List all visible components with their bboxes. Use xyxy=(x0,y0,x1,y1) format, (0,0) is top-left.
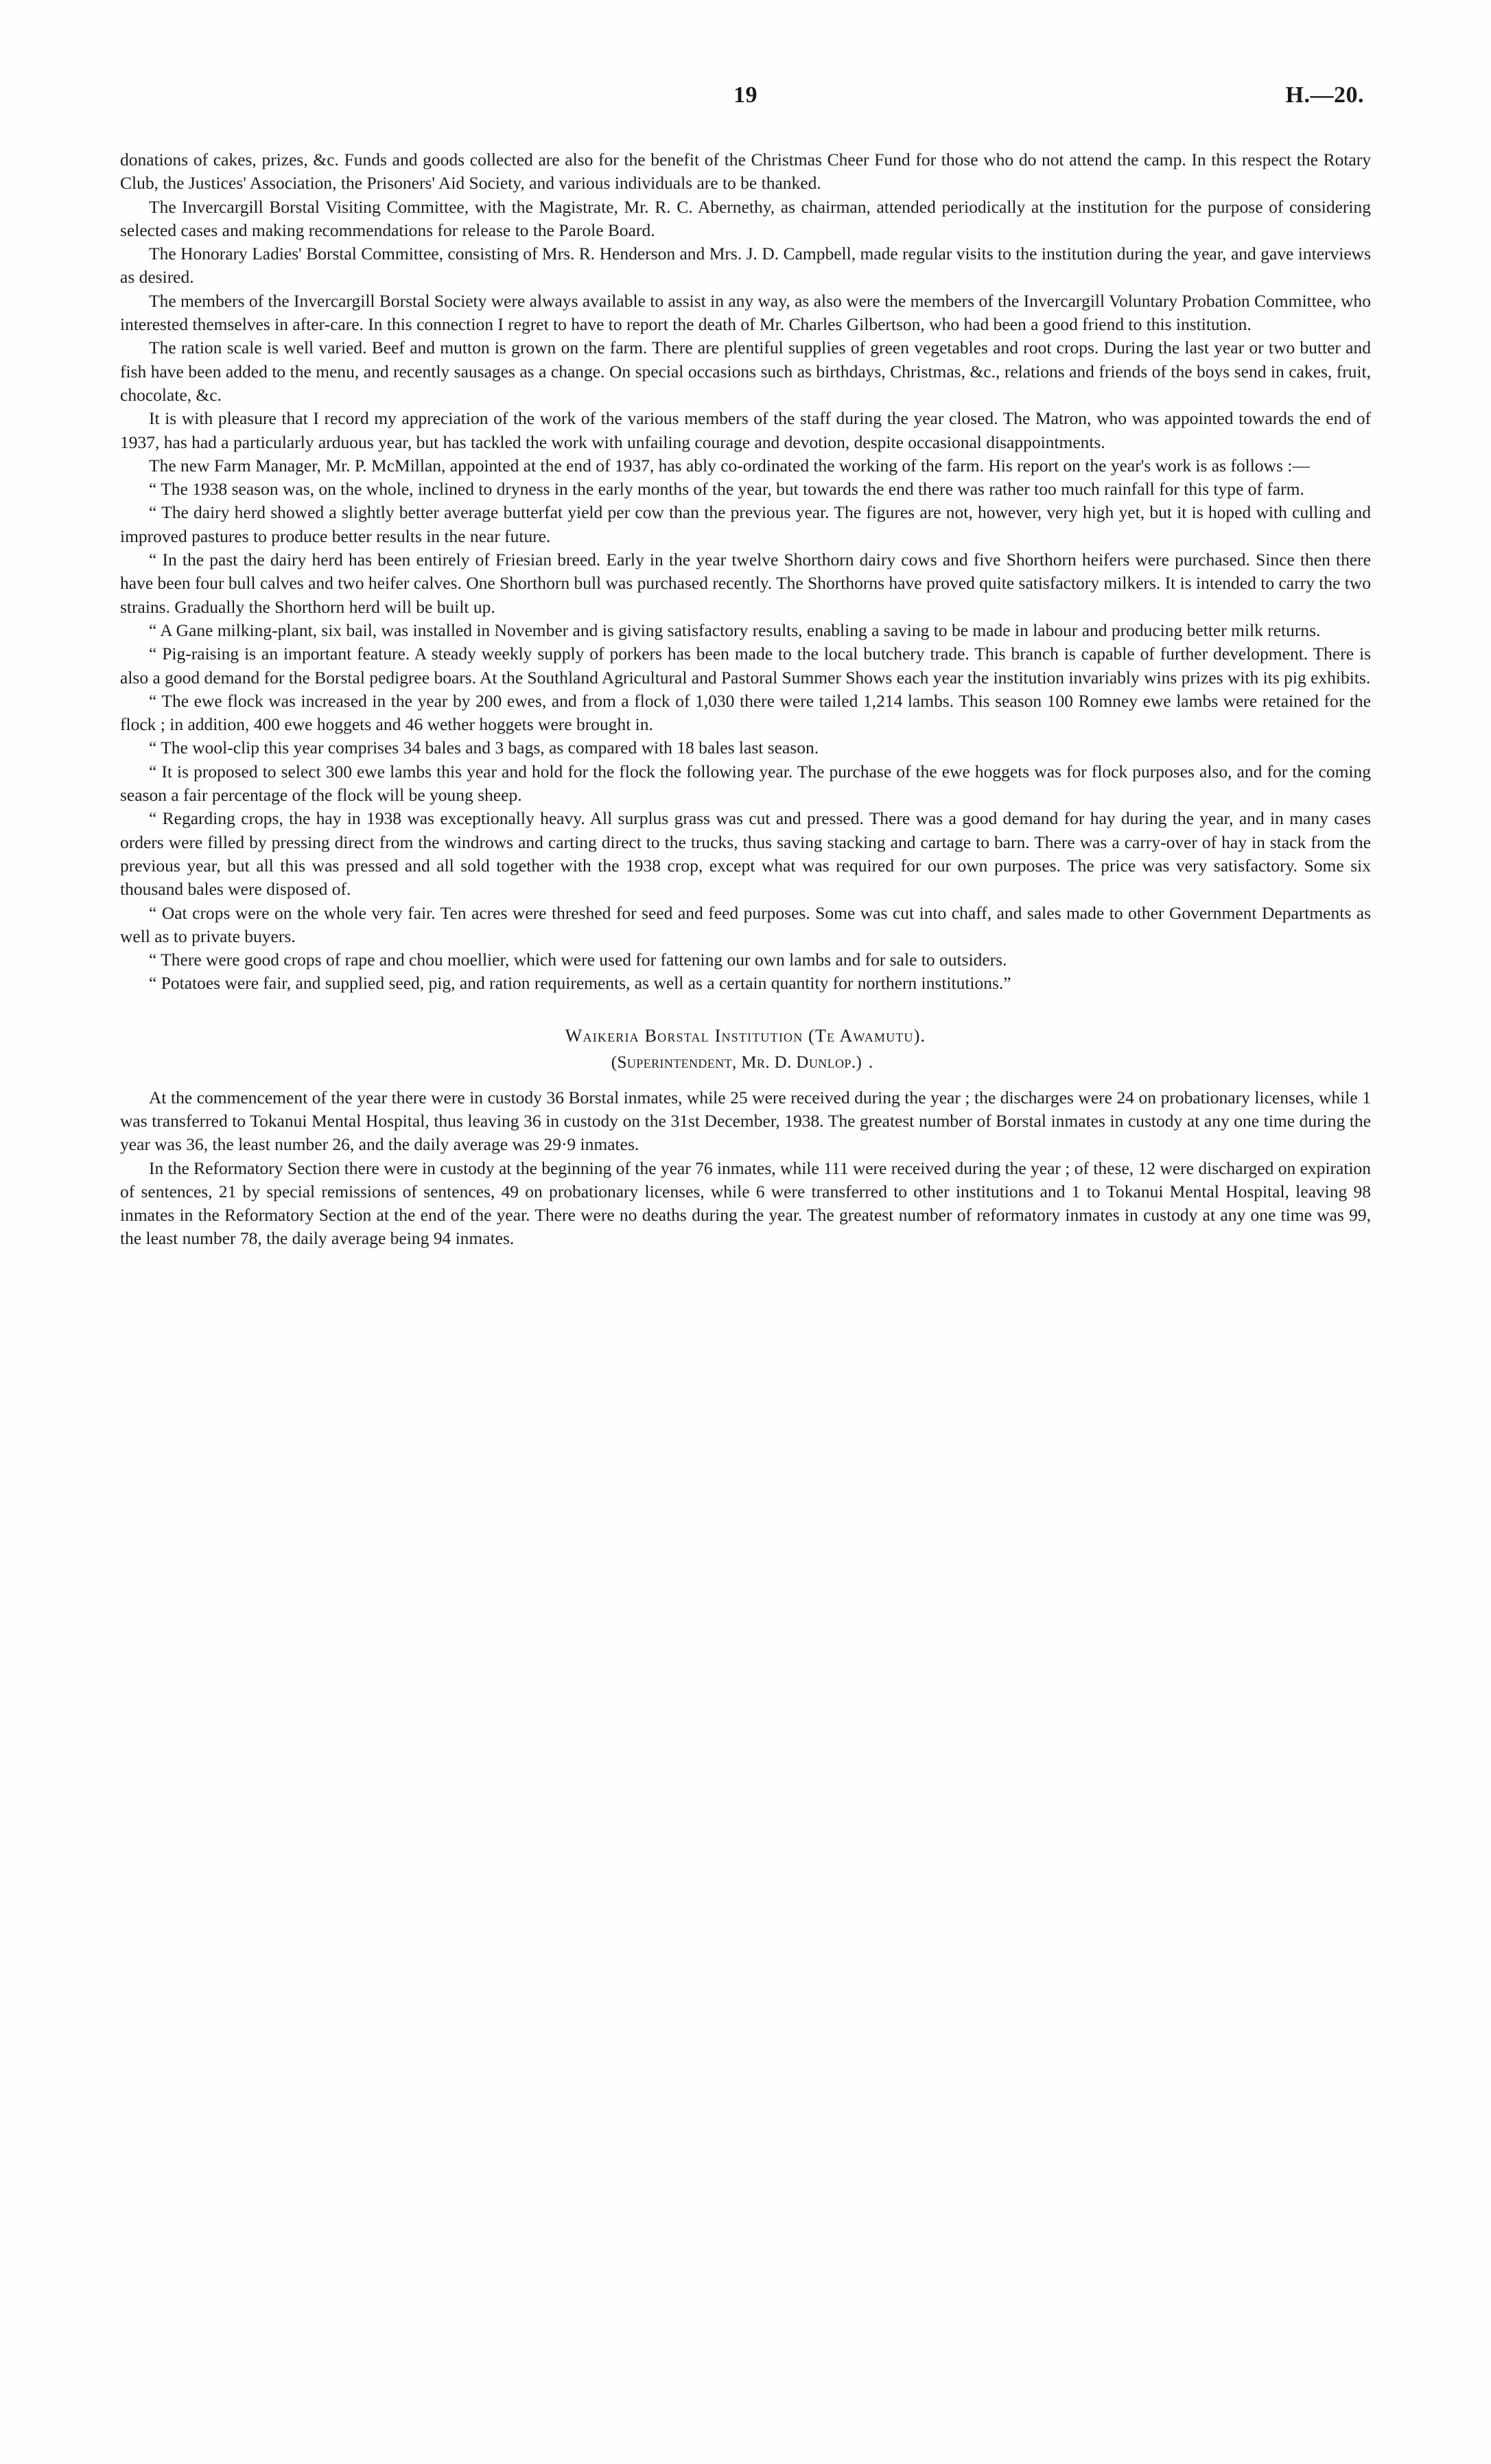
paragraph: “ The 1938 season was, on the whole, inclined to dryness in the early months of the year, but towards the end there was rather too much rainfall for this type of farm. xyxy=(149,479,1304,500)
paragraph: “ Oat crops were on the whole very fair. Ten acres were threshed for seed and feed purposes. Some was cut into chaff, and sales made to other Government Departments as well as to private buyers. xyxy=(120,902,1371,946)
trailing-dot: . xyxy=(868,1053,873,1072)
paragraph: In the Reformatory Section there were in custody at the beginning of the year 76 inmates, while 111 were received during the year ; of these, 12 were discharged on expiration of sentences, 21 by special remissions of sentences, 49 on probationary licenses, while 6 were transferred to other institutions and 1 to Tokanui Mental Hospital, leaving 98 inmates in the Reformatory Section at the end of the year. There were no deaths during the year. The greatest number of reformatory inmates in custody at any one time was 99, the least number 78, the daily average being 94 inmates. xyxy=(120,1158,1371,1249)
paragraph: “ Potatoes were fair, and supplied seed, pig, and ration requirements, as well as a certain quantity for northern institutions.” xyxy=(149,973,1011,994)
paragraph: “ The ewe flock was increased in the year by 200 ewes, and from a flock of 1,030 there were tailed 1,214 lambs. This season 100 Romney ewe lambs were retained for the flock ; in addition, 400 ewe hoggets and 46 wether hoggets were brought in. xyxy=(120,690,1371,735)
paragraph: donations of cakes, prizes, &c. Funds and goods collected are also for the benefit of the Christmas Cheer Fund for those who do not attend the camp. In this respect the Rotary Club, the Justices' Association, the Prisoners' Aid Society, and various individuals are to be thanked. xyxy=(120,150,1371,193)
section-body xyxy=(120,1086,1371,1251)
paragraph: The Invercargill Borstal Visiting Committee, with the Magistrate, Mr. R. C. Abernethy, as chairman, attended periodically at the institution for the purpose of considering selected cases and making recommendations for release to the Parole Board. xyxy=(120,196,1371,240)
paragraph: “ A Gane milking-plant, six bail, was installed in November and is giving satisfactory results, enabling a saving to be made in labour and producing better milk returns. xyxy=(149,620,1321,640)
main-body xyxy=(120,148,1371,996)
paragraph: “ There were good crops of rape and chou moellier, which were used for fattening our own lambs and for sale to outsiders. xyxy=(149,950,1007,970)
paragraph: “ Pig-raising is an important feature. A steady weekly supply of porkers has been made to the local butchery trade. This branch is capable of further development. There is also a good demand for the Borstal pedigree boars. At the Southland Agricultural and Pastoral Summer Shows each year the institution invariably wins prizes with its pig exhibits. xyxy=(120,644,1371,688)
paragraph: It is with pleasure that I record my appreciation of the work of the various members of the staff during the year closed. The Matron, who was appointed towards the end of 1937, has had a particularly arduous year, but has tackled the work with unfailing courage and devotion, despite occasional disappointments. xyxy=(120,408,1371,452)
paragraph: “ In the past the dairy herd has been entirely of Friesian breed. Early in the year twelve Shorthorn dairy cows and five Shorthorn heifers were purchased. Since then there have been four bull calves and two heifer calves. One Shorthorn bull was purchased recently. The Shorthorns have proved quite satisfactory milkers. It is intended to carry the two strains. Gradually the Shorthorn herd will be built up. xyxy=(120,550,1371,617)
page-header xyxy=(120,82,1371,130)
paragraph: The members of the Invercargill Borstal Society were always available to assist in any way, as also were the members of the Invercargill Voluntary Probation Committee, who interested themselves in after-care. In this connection I regret to have to report the death of Mr. Charles Gilbertson, who had been a good friend to this institution. xyxy=(120,290,1371,335)
page-number: 19 xyxy=(733,82,758,108)
paragraph: “ It is proposed to select 300 ewe lambs this year and hold for the flock the following year. The purchase of the ewe hoggets was for flock purposes also, and for the coming season a fair percentage of the flock will be young sheep. xyxy=(120,761,1371,806)
paragraph: “ Regarding crops, the hay in 1938 was exceptionally heavy. All surplus grass was cut and pressed. There was a good demand for hay during the year, and in many cases orders were filled by pressing direct from the windrows and carting direct to the trucks, thus saving stacking and cartage to barn. There was a carry-over of hay in stack from the previous year, but all this was pressed and all sold together with the 1938 crop, except what was required for our own purposes. The price was very satisfactory. Some six thousand bales were disposed of. xyxy=(120,808,1371,900)
section-subheading xyxy=(120,1053,1371,1072)
paragraph: The ration scale is well varied. Beef and mutton is grown on the farm. There are plentiful supplies of green vegetables and root crops. During the last year or two butter and fish have been added to the menu, and recently sausages as a change. On special occasions such as birthdays, Christmas, &c., relations and friends of the boys send in cakes, fruit, chocolate, &c. xyxy=(120,338,1371,405)
paragraph: “ The wool-clip this year comprises 34 bales and 3 bags, as compared with 18 bales last season. xyxy=(149,738,819,758)
paragraph: At the commencement of the year there were in custody 36 Borstal inmates, while 25 were received during the year ; the discharges were 24 on probationary licenses, while 1 was transferred to Tokanui Mental Hospital, thus leaving 36 in custody on the 31st December, 1938. The greatest number of Borstal inmates in custody at any one time during the year was 36, the least number 26, and the daily average was 29·9 inmates. xyxy=(120,1087,1371,1155)
section-subheading-text: (Superintendent, Mr. D. Dunlop.) xyxy=(611,1053,862,1072)
document-code: H.—20. xyxy=(1285,82,1364,108)
section-heading: Waikeria Borstal Institution (Te Awamutu). xyxy=(565,1025,926,1046)
paragraph: The Honorary Ladies' Borstal Committee, consisting of Mrs. R. Henderson and Mrs. J. D. Campbell, made regular visits to the institution during the year, and gave interviews as desired. xyxy=(120,244,1371,288)
paragraph: “ The dairy herd showed a slightly better average butterfat yield per cow than the previous year. The figures are not, however, very high yet, but it is hoped with culling and improved pastures to produce better results in the near future. xyxy=(120,502,1371,546)
paragraph: The new Farm Manager, Mr. P. McMillan, appointed at the end of 1937, has ably co-ordinated the working of the farm. His report on the year's work is as follows :— xyxy=(149,455,1310,476)
